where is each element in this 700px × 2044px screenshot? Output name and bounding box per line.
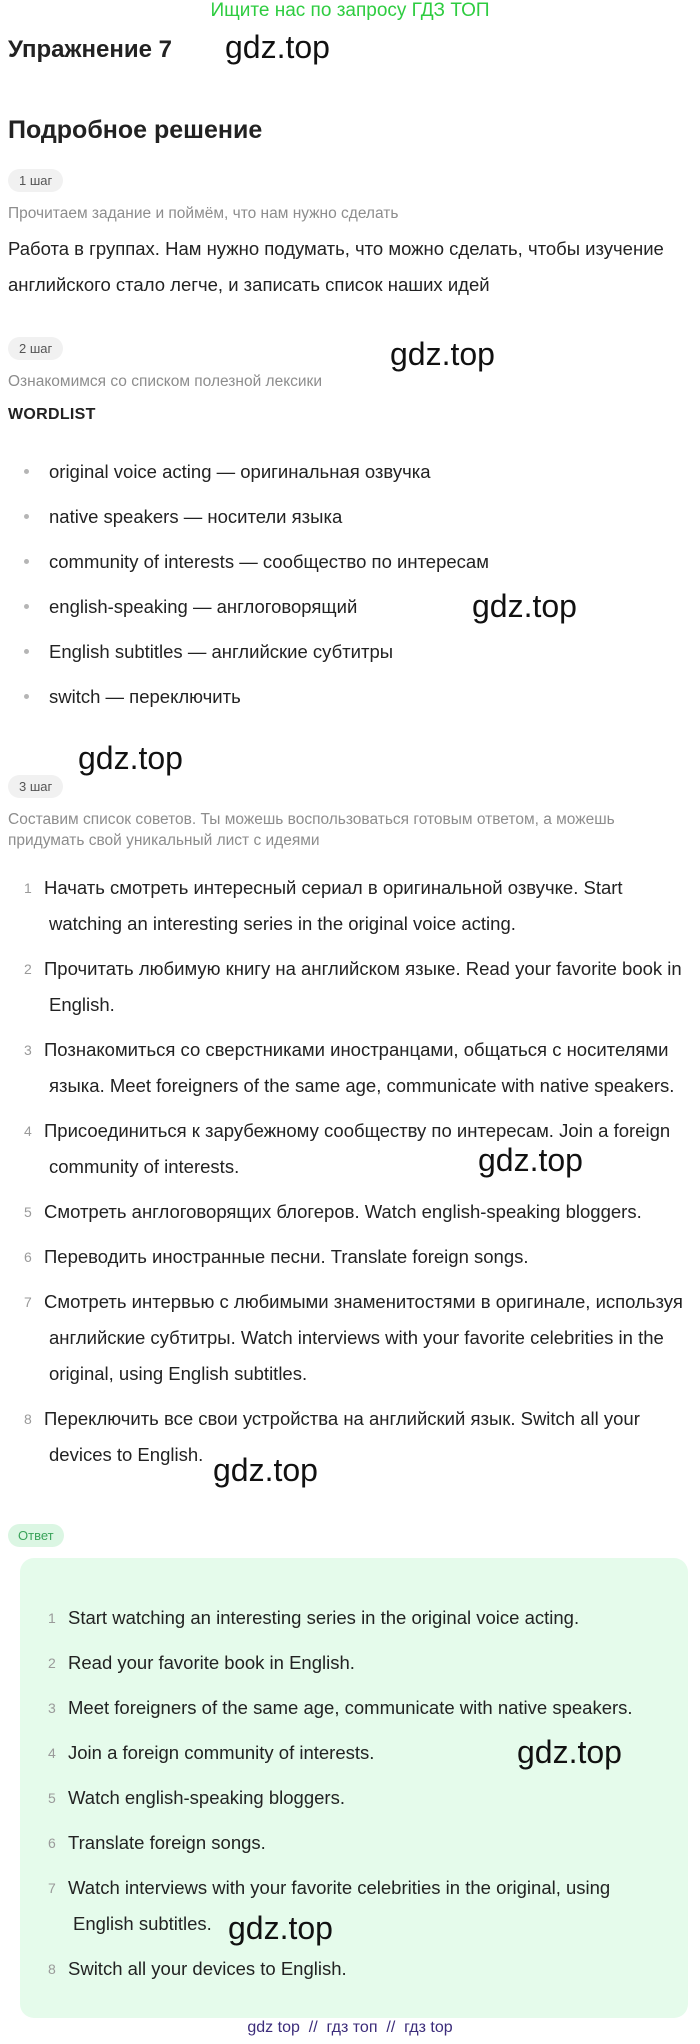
watermark: gdz.top: [225, 29, 330, 65]
top-banner: Ищите нас по запросу ГДЗ ТОП: [210, 0, 490, 21]
section-title: Подробное решение: [8, 116, 263, 144]
step-text-1b: английского стало легче, и записать список наших идей: [8, 274, 490, 295]
wordlist-title: WORDLIST: [8, 406, 96, 423]
watermark: gdz.top: [517, 1734, 622, 1770]
watermark: gdz.top: [228, 1910, 333, 1946]
list-item: 2 Read your favorite book in English.: [48, 1652, 355, 1673]
answer-badge: Ответ: [8, 1524, 64, 1547]
list-item: 3 Meet foreigners of the same age, communicate with native speakers.: [48, 1697, 633, 1718]
list-item: community of interests — сообщество по интересам: [0, 542, 700, 587]
list-item: 8 Переключить все свои устройства на английский язык. Switch all your devices to English.: [24, 1408, 640, 1465]
list-item: English subtitles — английские субтитры: [0, 632, 700, 677]
list-item: 3 Познакомиться со сверстниками иностранцами, общаться с носителями языка. Meet foreigners of the same age, communicate with native speakers.: [24, 1039, 675, 1096]
list-item: 6 Translate foreign songs.: [48, 1832, 266, 1853]
watermark: gdz.top: [478, 1142, 583, 1178]
list-item: 1 Start watching an interesting series in the original voice acting.: [48, 1607, 580, 1628]
step-hint-3a: Составим список советов. Ты можешь воспользоваться готовым ответом, а можешь: [8, 811, 615, 828]
list-item: 6 Переводить иностранные песни. Translate foreign songs.: [24, 1246, 529, 1267]
bullet-icon: [24, 694, 29, 699]
watermark: gdz.top: [213, 1452, 318, 1488]
bullet-icon: [24, 559, 29, 564]
list-item: native speakers — носители языка: [0, 497, 700, 542]
step-text-1a: Работа в группах. Нам нужно подумать, что можно сделать, чтобы изучение: [8, 238, 664, 259]
step-badge-1: 1 шаг: [8, 169, 63, 192]
advice-list: [0, 870, 700, 1482]
list-item: 5 Смотреть англоговорящих блогеров. Watch english-speaking bloggers.: [24, 1201, 642, 1222]
step-hint-1: Прочитаем задание и поймём, что нам нужно сделать: [8, 205, 399, 222]
list-item: 5 Watch english-speaking bloggers.: [48, 1787, 345, 1808]
bullet-icon: [24, 469, 29, 474]
step-hint-3b: придумать свой уникальный лист с идеями: [8, 832, 320, 849]
list-item: 7 Смотреть интервью с любимыми знаменитостями в оригинале, используя английские субтитры. Watch interviews with your favorite celebrities in the original, using English subtitles.: [24, 1291, 683, 1384]
list-item: 8 Switch all your devices to English.: [48, 1958, 347, 1979]
exercise-title: Упражнение 7: [8, 36, 172, 63]
answer-list: [0, 1596, 700, 1992]
list-item: 2 Прочитать любимую книгу на английском языке. Read your favorite book in English.: [24, 958, 682, 1015]
list-item: 4 Join a foreign community of interests.: [48, 1742, 375, 1763]
bullet-icon: [24, 604, 29, 609]
watermark: gdz.top: [78, 740, 183, 776]
list-item: 4 Присоединиться к зарубежному сообществу по интересам. Join a foreign community of interests.: [24, 1120, 671, 1177]
footer-links[interactable]: gdz top // гдз топ // гдз top: [247, 2019, 453, 2036]
list-item: 7 Watch interviews with your favorite celebrities in the original, using English subtitles.: [48, 1877, 611, 1934]
watermark: gdz.top: [472, 588, 577, 624]
bullet-icon: [24, 649, 29, 654]
list-item: original voice acting — оригинальная озвучка: [0, 452, 700, 497]
watermark: gdz.top: [390, 336, 495, 372]
step-badge-2: 2 шаг: [8, 337, 63, 360]
step-hint-2: Ознакомимся со списком полезной лексики: [8, 373, 322, 390]
list-item: 1 Начать смотреть интересный сериал в оригинальной озвучке. Start watching an interesting series in the original voice acting.: [24, 877, 623, 934]
bullet-icon: [24, 514, 29, 519]
list-item: switch — переключить: [0, 677, 700, 722]
wordlist: [0, 452, 700, 722]
list-item: english-speaking — англоговорящий: [0, 587, 700, 632]
step-badge-3: 3 шаг: [8, 775, 63, 798]
